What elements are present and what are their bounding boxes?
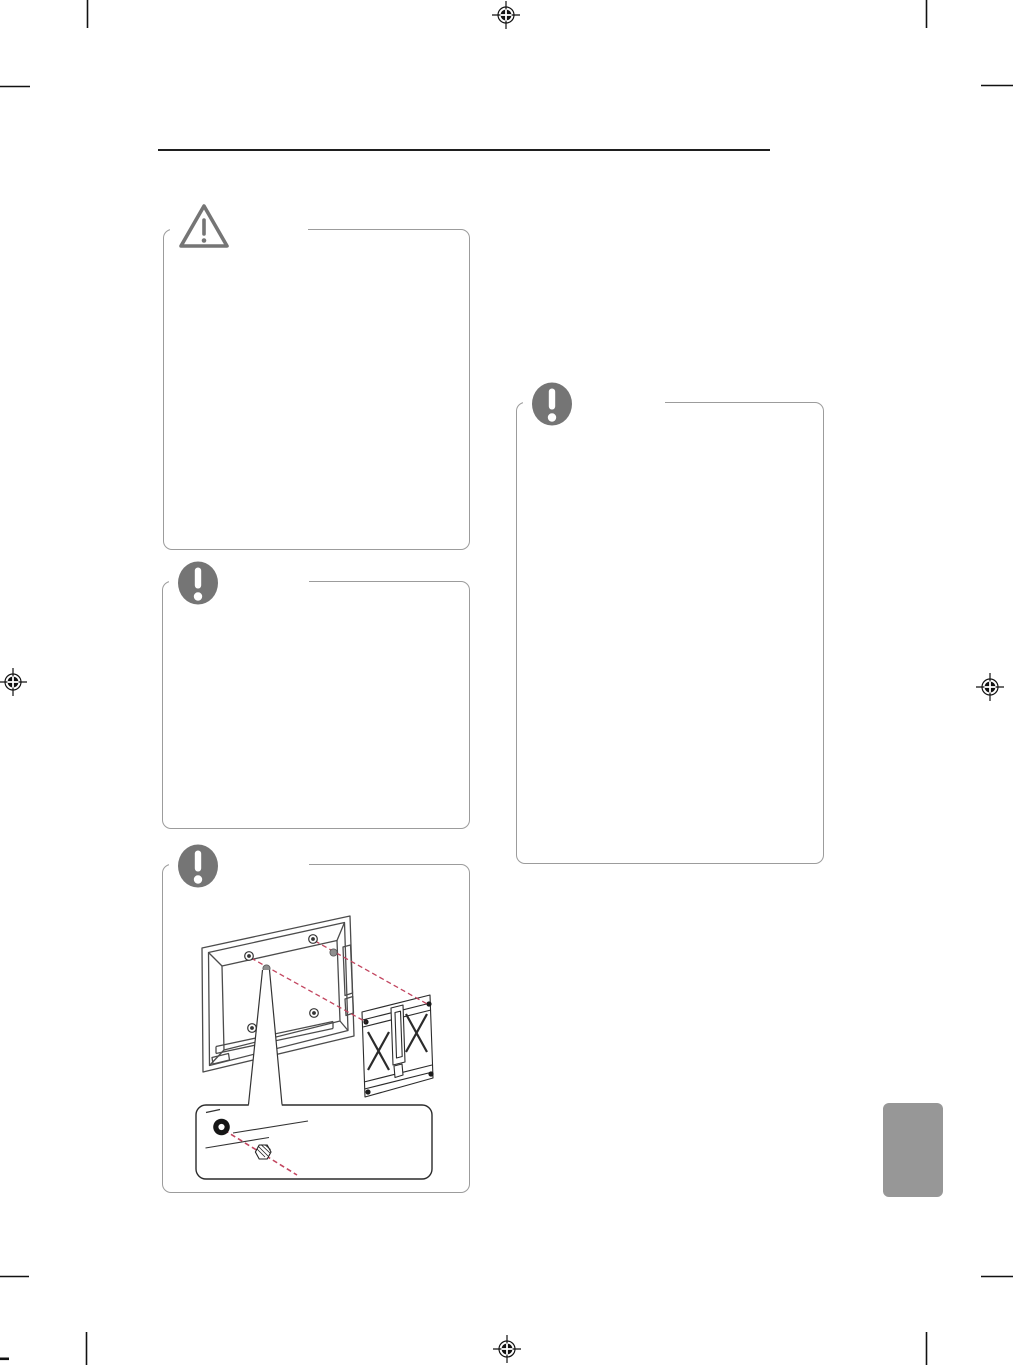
registration-mark-bottom-center (493, 1335, 521, 1363)
screw-with-spacer (255, 1145, 271, 1159)
color-bar-tick (0, 1358, 9, 1361)
exclamation-circle-icon (530, 381, 574, 427)
warning-box (163, 229, 470, 550)
section-page-tab (883, 1103, 943, 1197)
note-box-1 (162, 581, 470, 829)
exclamation-circle-icon (176, 560, 220, 606)
wall-mount-bracket (362, 995, 434, 1097)
registration-mark-top-center (492, 1, 520, 29)
tv-wall-mount-figure (162, 864, 468, 1191)
header-rule (158, 149, 770, 151)
registration-mark-left-middle (0, 668, 27, 696)
registration-mark-right-middle (976, 673, 1004, 701)
note-box-right (516, 402, 824, 864)
warning-triangle-icon (177, 201, 231, 251)
tv-rear-view (202, 916, 354, 1072)
